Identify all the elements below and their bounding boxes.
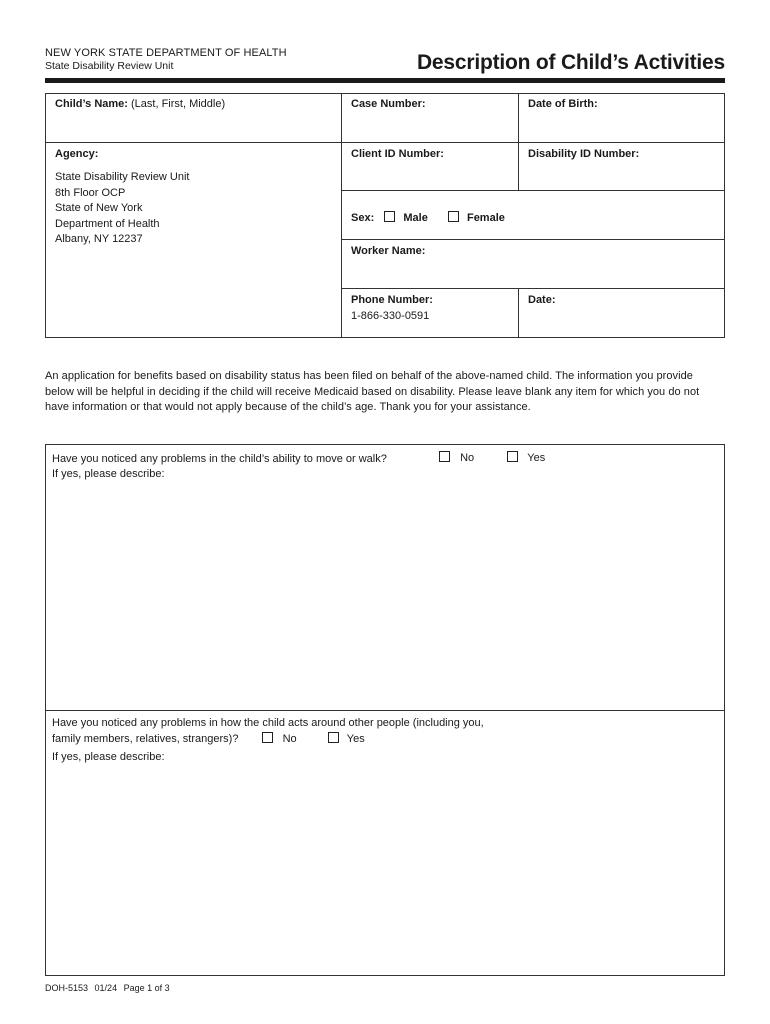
intro-line: have information or that would not apply because of the child’s age. Thank you for your assistance. [45, 401, 531, 413]
sex-field [351, 211, 505, 224]
table-divider [341, 288, 725, 289]
unit-name: State Disability Review Unit [45, 60, 174, 72]
table-divider [341, 239, 725, 240]
question-2-describe: If yes, please describe: [52, 751, 165, 763]
phone-number-label: Phone Number: [351, 294, 433, 306]
agency-line: Department of Health [55, 217, 160, 230]
table-divider [45, 142, 725, 143]
intro-line: below will be helpful in deciding if the child will receive Medicaid based on disability. Please leave blank any item for which you do not [45, 385, 700, 398]
table-divider [341, 93, 342, 338]
question-divider [45, 710, 725, 711]
disability-id-label[interactable]: Disability ID Number: [528, 148, 640, 160]
client-id-label[interactable]: Client ID Number: [351, 148, 444, 160]
q1-yes-checkbox[interactable] [507, 451, 518, 462]
agency-address [55, 170, 190, 248]
agency-line: 8th Floor OCP [55, 186, 126, 199]
question-2-text-line-2 [52, 732, 365, 748]
male-label: Male [403, 212, 428, 224]
childs-name-field[interactable] [55, 98, 225, 110]
table-divider [341, 190, 725, 191]
agency-line: State of New York [55, 202, 143, 214]
childs-name-label: Child’s Name: [55, 98, 128, 110]
q2-no-label: No [282, 733, 297, 745]
agency-label: Agency: [55, 148, 99, 160]
q1-yes-label: Yes [527, 452, 546, 464]
date-of-birth-label[interactable]: Date of Birth: [528, 98, 598, 110]
page-number: Page 1 of 3 [123, 983, 170, 993]
childs-name-hint: (Last, First, Middle) [131, 98, 226, 110]
question-1-describe: If yes, please describe: [52, 468, 165, 480]
sex-label: Sex: [351, 212, 375, 224]
q2-yes-checkbox[interactable] [328, 732, 339, 743]
question-2-text: family members, relatives, strangers)? [52, 733, 239, 745]
header-rule [45, 78, 725, 83]
question-1-options [439, 451, 545, 467]
page-title: Description of Child’s Activities [416, 51, 725, 74]
male-checkbox[interactable] [384, 211, 395, 222]
question-2-answer-area[interactable] [52, 768, 718, 968]
agency-line: State Disability Review Unit [55, 171, 190, 183]
agency-line: Albany, NY 12237 [55, 233, 143, 245]
question-1-answer-area[interactable] [52, 485, 718, 705]
question-1-text: Have you noticed any problems in the child’s ability to move or walk? [52, 453, 387, 465]
q1-no-label: No [460, 452, 475, 464]
female-checkbox[interactable] [448, 211, 459, 222]
intro-paragraph [45, 369, 735, 416]
form-date: 01/24 [94, 983, 118, 993]
form-id: DOH-5153 [45, 983, 89, 993]
table-divider [518, 288, 519, 338]
form-footer [45, 983, 170, 993]
worker-name-label[interactable]: Worker Name: [351, 245, 426, 257]
q1-no-checkbox[interactable] [439, 451, 450, 462]
female-label: Female [466, 212, 505, 224]
q2-no-checkbox[interactable] [262, 732, 273, 743]
question-2-text-line-1: Have you noticed any problems in how the child acts around other people (including you, [52, 717, 484, 729]
q2-yes-label: Yes [346, 733, 365, 745]
case-number-label[interactable]: Case Number: [351, 98, 426, 110]
intro-line: An application for benefits based on disability status has been filed on behalf of the above-named child. The information you provide [45, 370, 693, 382]
department-name: NEW YORK STATE DEPARTMENT OF HEALTH [45, 47, 287, 59]
phone-number-value: 1-866-330-0591 [351, 310, 430, 322]
date-label[interactable]: Date: [528, 294, 556, 306]
